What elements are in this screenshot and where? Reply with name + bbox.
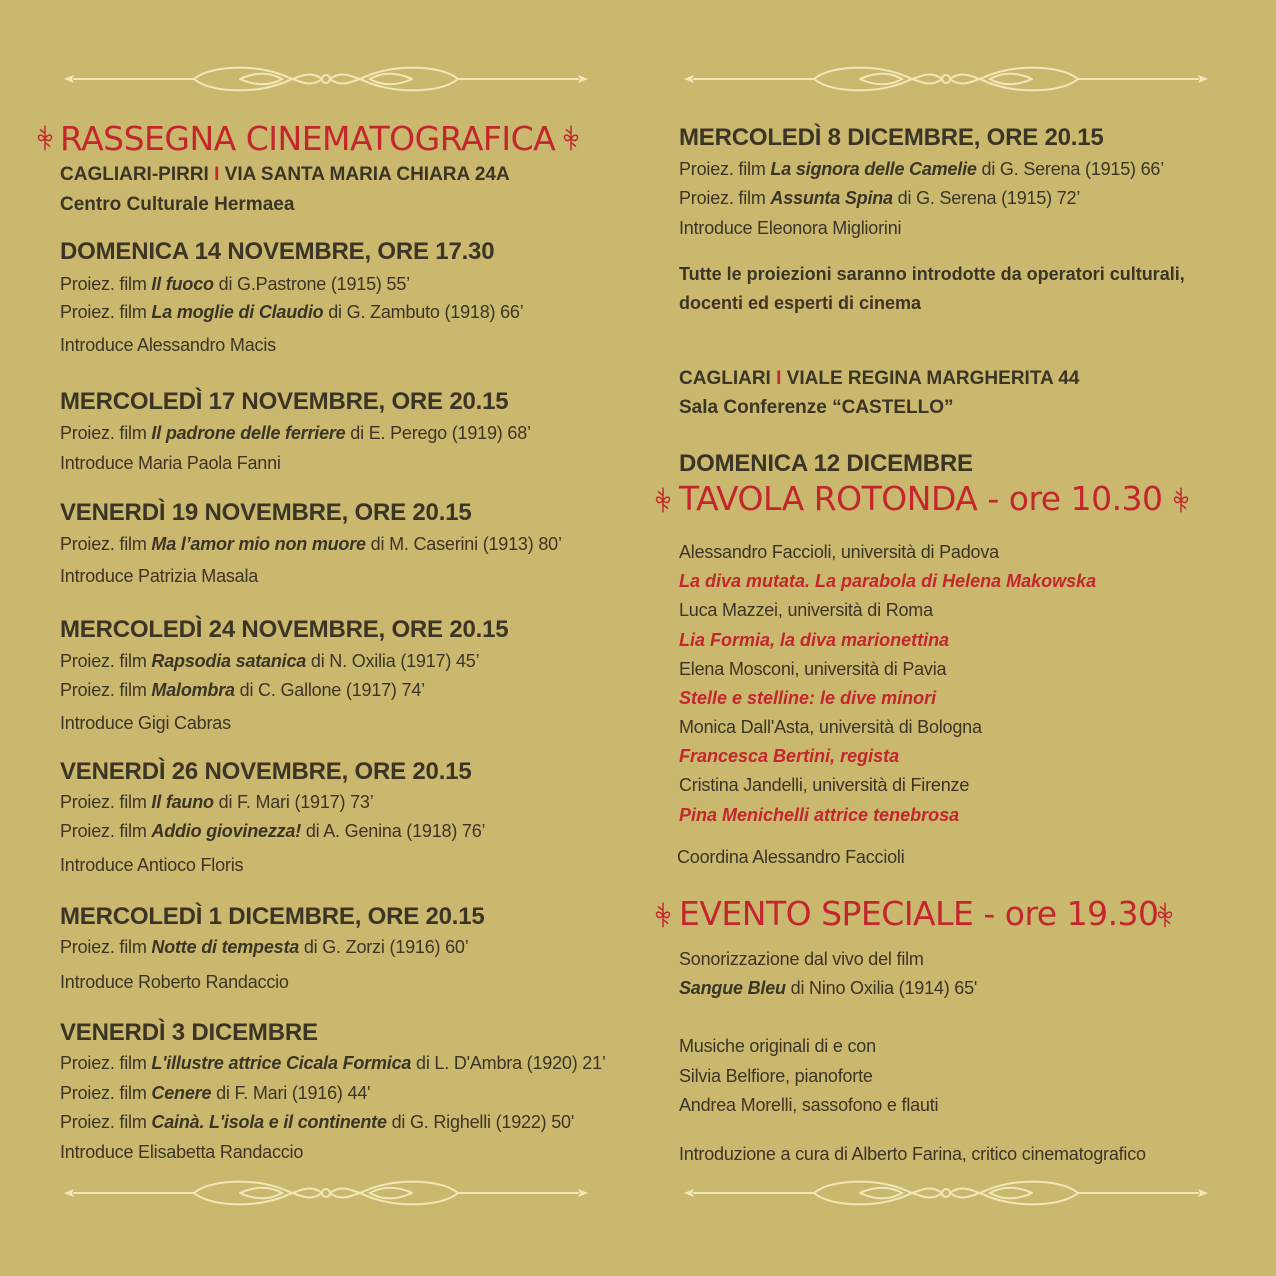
ornament-top-right (680, 62, 1212, 96)
special-line: Sonorizzazione dal vivo del film (679, 949, 924, 969)
round-table-title: TAVOLA ROTONDA - ore 10.30 (679, 479, 1163, 518)
film-line: Proiez. film La moglie di Claudio di G. Zambuto (1918) 66’ (60, 302, 524, 322)
venue-street: VIA SANTA MARIA CHIARA 24A (224, 164, 510, 185)
film-line: Proiez. film Il fauno di F. Mari (1917) 73’ (60, 792, 374, 812)
speaker-topic: Lia Formia, la diva marionettina (679, 630, 950, 650)
film-line: Proiez. film Assunta Spina di G. Serena (1915) 72’ (679, 188, 1081, 208)
intro-line: Introduce Maria Paola Fanni (60, 453, 281, 473)
event-date: DOMENICA 14 NOVEMBRE, ORE 17.30 (60, 238, 495, 265)
note-line: docenti ed esperti di cinema (679, 293, 922, 313)
film-line: Proiez. film Notte di tempesta di G. Zorzi (1916) 60’ (60, 937, 469, 957)
fleur-icon (653, 901, 673, 929)
film-line: Proiez. film Il fuoco di G.Pastrone (1915) 55’ (60, 274, 410, 294)
special-film: Sangue Bleu di Nino Oxilia (1914) 65' (679, 978, 978, 998)
film-line: Proiez. film Cainà. L'isola e il continente di G. Righelli (1922) 50' (60, 1112, 575, 1132)
ornament-bottom-left (60, 1176, 592, 1210)
coordinator: Coordina Alessandro Faccioli (677, 847, 905, 867)
event-date: VENERDÌ 26 NOVEMBRE, ORE 20.15 (60, 758, 472, 785)
venue-city: CAGLIARI (679, 368, 771, 389)
fleur-icon (1171, 486, 1191, 514)
intro-line: Introduce Gigi Cabras (60, 713, 231, 733)
page-title: RASSEGNA CINEMATOGRAFICA (60, 119, 556, 158)
introduction-line: Introduzione a cura di Alberto Farina, critico cinematografico (679, 1144, 1146, 1164)
special-event-title: EVENTO SPECIALE - ore 19.30 (679, 894, 1159, 933)
speaker-name: Cristina Jandelli, università di Firenze (679, 775, 970, 795)
film-line: Proiez. film La signora delle Camelie di G. Serena (1915) 66’ (679, 159, 1165, 179)
speaker-name: Monica Dall'Asta, università di Bologna (679, 717, 982, 737)
music-line: Musiche originali di e con (679, 1036, 876, 1056)
film-line: Proiez. film Ma l’amor mio non muore di M. Caserini (1913) 80’ (60, 534, 562, 554)
speaker-name: Alessandro Faccioli, università di Padova (679, 542, 999, 562)
event-date: VENERDÌ 19 NOVEMBRE, ORE 20.15 (60, 499, 472, 526)
event-date: MERCOLEDÌ 24 NOVEMBRE, ORE 20.15 (60, 616, 509, 643)
fleur-icon (561, 124, 581, 152)
intro-line: Introduce Roberto Randaccio (60, 972, 289, 992)
film-line: Proiez. film Cenere di F. Mari (1916) 44' (60, 1083, 371, 1103)
event-date: VENERDÌ 3 DICEMBRE (60, 1019, 318, 1046)
intro-line: Introduce Antioco Floris (60, 855, 244, 875)
intro-line: Introduce Alessandro Macis (60, 335, 276, 355)
venue-street: VIALE REGINA MARGHERITA 44 (786, 368, 1080, 389)
venue-name: Sala Conferenze “CASTELLO” (679, 397, 954, 418)
venue-separator: I (776, 368, 782, 389)
day-heading: DOMENICA 12 DICEMBRE (679, 450, 973, 477)
film-line: Proiez. film L'illustre attrice Cicala Formica di L. D'Ambra (1920) 21’ (60, 1053, 606, 1073)
film-line: Proiez. film Addio giovinezza! di A. Genina (1918) 76’ (60, 821, 486, 841)
fleur-icon (1155, 901, 1175, 929)
event-date: MERCOLEDÌ 1 DICEMBRE, ORE 20.15 (60, 903, 485, 930)
speaker-name: Elena Mosconi, università di Pavia (679, 659, 947, 679)
venue-city: CAGLIARI-PIRRI (60, 164, 209, 185)
venue-name: Centro Culturale Hermaea (60, 194, 295, 215)
film-line: Proiez. film Rapsodia satanica di N. Oxilia (1917) 45’ (60, 651, 480, 671)
intro-line: Introduce Eleonora Migliorini (679, 218, 902, 238)
event-date: MERCOLEDÌ 17 NOVEMBRE, ORE 20.15 (60, 388, 509, 415)
ornament-top-left (60, 62, 592, 96)
film-line: Proiez. film Il padrone delle ferriere di E. Perego (1919) 68’ (60, 423, 531, 443)
music-line: Andrea Morelli, sassofono e flauti (679, 1095, 939, 1115)
speaker-topic: Pina Menichelli attrice tenebrosa (679, 805, 960, 825)
speaker-topic: Francesca Bertini, regista (679, 746, 900, 766)
fleur-icon (653, 486, 673, 514)
fleur-icon (35, 124, 55, 152)
event-date: MERCOLEDÌ 8 DICEMBRE, ORE 20.15 (679, 124, 1104, 151)
film-line: Proiez. film Malombra di C. Gallone (1917) 74’ (60, 680, 425, 700)
intro-line: Introduce Patrizia Masala (60, 566, 259, 586)
ornament-bottom-right (680, 1176, 1212, 1210)
note-line: Tutte le proiezioni saranno introdotte da operatori culturali, (679, 264, 1185, 284)
venue-address (679, 368, 1079, 390)
music-line: Silvia Belfiore, pianoforte (679, 1066, 873, 1086)
speaker-topic: La diva mutata. La parabola di Helena Makowska (679, 571, 1097, 591)
venue-address (60, 164, 510, 186)
speaker-name: Luca Mazzei, università di Roma (679, 600, 933, 620)
speaker-topic: Stelle e stelline: le dive minori (679, 688, 937, 708)
intro-line: Introduce Elisabetta Randaccio (60, 1142, 304, 1162)
venue-separator: I (214, 164, 220, 185)
